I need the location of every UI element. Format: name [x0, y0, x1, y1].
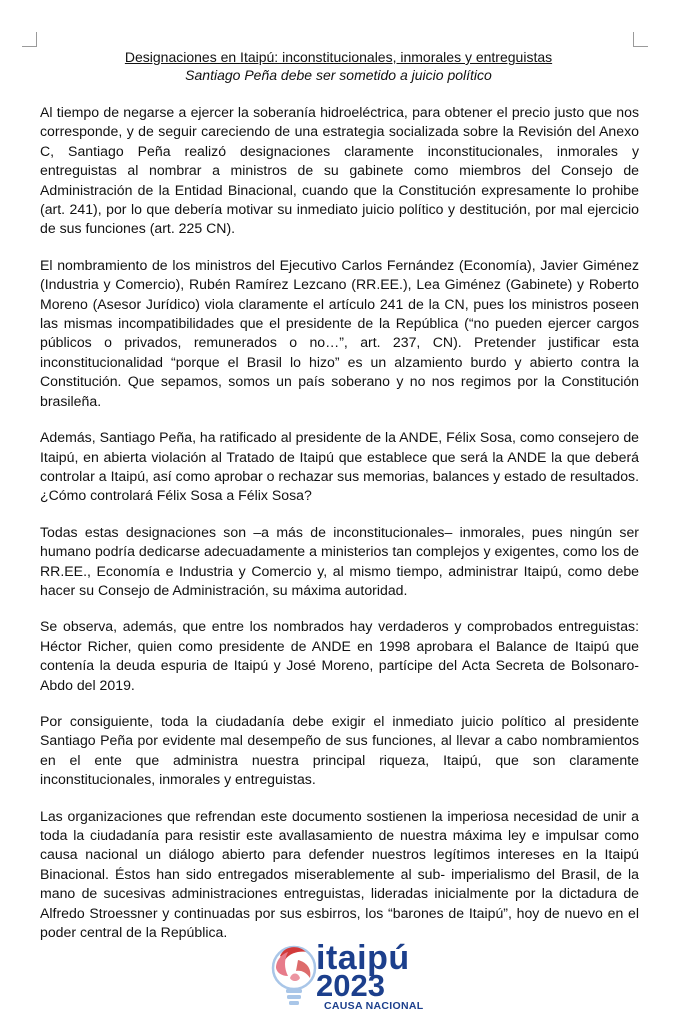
- document-subtitle: Santiago Peña debe ser sometido a juicio político: [185, 67, 492, 83]
- itaipu-2023-logo: [268, 938, 458, 1018]
- paragraph: Al tiempo de negarse a ejercer la soberanía hidroeléctrica, para obtener el precio justo que nos corresponde, y de seguir careciendo de una estrategia socializada sobre la Revisión del Anexo C, Santiago Peña realizó designaciones claramente inconstitucionales, inmorales y entreguistas al nombrar a ministros de su gabinete como miembros del Consejo de Administración de la Entidad Binacional, cuando que la Constitución expresamente lo prohibe (art. 241), por lo que debería motivar su inmediato juicio político y destitución, por mal ejercicio de sus funciones (art. 225 CN).: [40, 104, 639, 237]
- paragraph: Por consiguiente, toda la ciudadanía debe exigir el inmediato juicio político al presidente Santiago Peña por evidente mal desempeño de sus funciones, al llevar a cabo nombramientos en el ente que administra nuestra principal riqueza, Itaipú, que son claramente inconstitucionales, inmorales y entreguistas.: [40, 712, 639, 788]
- document-body: [40, 103, 639, 959]
- crop-mark-top-right: [633, 32, 648, 47]
- paragraph: Además, Santiago Peña, ha ratificado al presidente de la ANDE, Félix Sosa, como consejero de Itaipú, en abierta violación al Tratado de Itaipú que establece que será la ANDE la que deberá controlar a Itaipú, así como aprobar o rechazar sus memorias, balances y estado de resultados. ¿Cómo controlará Félix Sosa a Félix Sosa?: [40, 429, 639, 504]
- paragraph: Todas estas designaciones son –a más de inconstitucionales– inmorales, pues ningún ser humano podría dedicarse adecuadamente a ministerios tan complejos y exigentes, como los de RR.EE., Economía e Industria y Comercio y, al mismo tiempo, administrar Itaipú, como debe hacer su Consejo de Administración, su máxima autoridad.: [40, 523, 639, 598]
- logo-year: 2023: [316, 968, 385, 1003]
- paragraph: Se observa, además, que entre los nombrados hay verdaderos y comprobados entreguistas: Héctor Richer, quien como presidente de ANDE en 1998 aprobara el Balance de Itaipú que contenía la deuda espuria de Itaipú y José Moreno, partícipe del Acta Secreta de Bolsonaro-Abdo del 2019.: [40, 618, 639, 693]
- logo-tagline: CAUSA NACIONAL: [324, 1000, 424, 1012]
- crop-mark-top-left: [22, 32, 37, 47]
- paragraph: El nombramiento de los ministros del Ejecutivo Carlos Fernández (Economía), Javier Giménez (Industria y Comercio), Rubén Ramírez Lezcano (RR.EE.), Lea Giménez (Gabinete) y Roberto Moreno (Asesor Jurídico) viola claramente el artículo 241 de la CN, pues los ministros poseen las mismas incompatibilidades que el presidente de la República (“no pueden ejercer cargos públicos o privados, remunerados o no…”, art. 237, CN). Pretender justificar esta inconstitucionalidad “porque el Brasil lo hizo” es un alzamiento burdo y abierto contra la Constitución. Que sepamos, somos un país soberano y no nos regimos por la Constitución brasileña.: [40, 256, 639, 409]
- logo-wordmark: itaipú: [316, 939, 410, 977]
- document-title: Designaciones en Itaipú: inconstitucionales, inmorales y entreguistas: [124, 49, 553, 65]
- paragraph: Las organizaciones que refrendan este documento sostienen la imperiosa necesidad de unir a toda la ciudadanía para resistir este avallasamiento de nuestra máxima ley e impulsar como causa nacional un diálogo abierto para defender nuestros legítimos intereses en la Itaipú Binacional. Éstos han sido entregados miserablemente al sub- imperialismo del Brasil, de la mano de sucesivas administraciones entreguistas, lideradas inicialmente por la dictadura de Alfredo Stroessner y continuadas por sus esbirros, los “barones de Itaipú”, hoy de nuevo en el poder central de la República.: [40, 807, 639, 941]
- document-header: [36, 48, 641, 84]
